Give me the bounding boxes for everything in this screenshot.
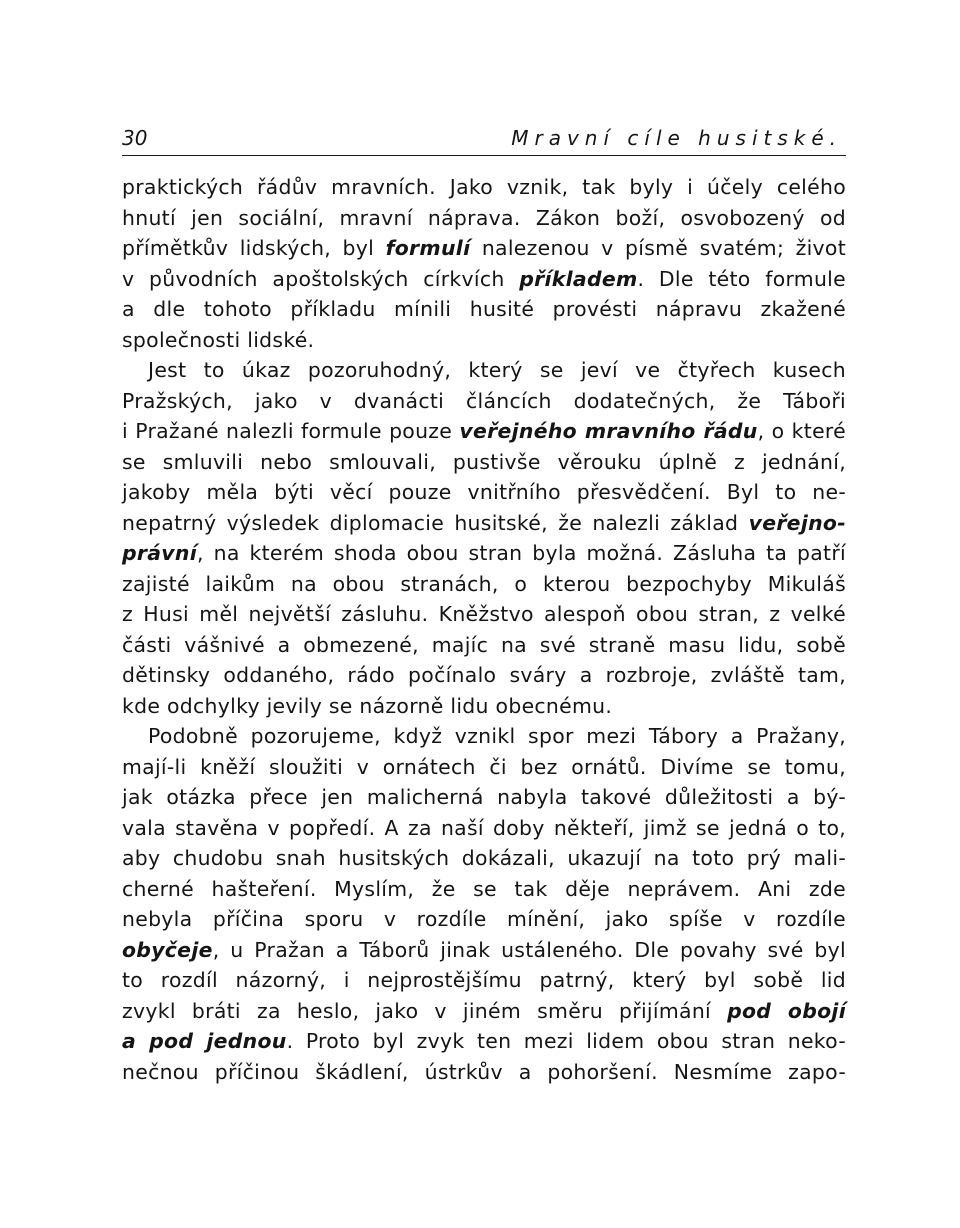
text-segment: , u Pražan a Táborů jinak ustáleného. Dle povahy své byl	[212, 937, 846, 962]
header-rule	[122, 155, 846, 156]
text-segment: přímětkův lidských, byl	[122, 236, 386, 260]
text-line	[122, 264, 846, 295]
text-segment: nalezenou v písmě svatém; život	[470, 236, 846, 260]
emphasized-text: veřejného mravního řádu	[459, 419, 758, 443]
text-line	[122, 996, 846, 1027]
text-segment: nepatrný výsledek diplomacie husitské, že nalezli základ	[122, 510, 749, 535]
text-line: cherné hašteření. Myslím, že se tak děje neprávem. Ani zde	[122, 876, 846, 901]
text-line	[122, 538, 846, 569]
text-line: vala stavěna v popředí. A za naší doby někteří, jimž se jedná o to,	[122, 815, 846, 840]
text-line: dětinsky oddaného, rádo počínalo sváry a rozbroje, zvláště tam,	[122, 663, 846, 687]
text-line: nečnou příčinou škádlení, ústrkův a pohoršení. Nesmíme zapo-	[122, 1059, 846, 1084]
text-line: kde odchylky jevily se názorně lidu obecnému.	[122, 693, 613, 718]
text-line: Pražských, jako v dvanácti článcích dodatečných, že Táboři	[122, 388, 846, 413]
text-line: jakoby měla býti věcí pouze vnitřního přesvědčení. Byl to ne-	[122, 480, 846, 504]
text-segment: . Dle této formule	[637, 266, 846, 291]
text-segment: v původních apoštolských církvích	[122, 266, 520, 291]
text-line: části vášnivé a obmezené, majíc na své straně masu lidu, sobě	[122, 632, 846, 657]
text-segment: . Proto byl zvyk ten mezi lidem obou stran neko-	[286, 1029, 846, 1053]
text-segment: i Pražané nalezli formule pouze	[122, 419, 460, 443]
text-line: jak otázka přece jen malicherná nabyla takové důležitosti a bý-	[122, 785, 846, 809]
text-line	[122, 508, 846, 539]
text-segment: zvykl bráti za heslo, jako v jiném směru přijímání	[122, 998, 728, 1023]
text-line: Jest to úkaz pozoruhodný, který se jeví ve čtyřech kusech	[148, 358, 846, 382]
text-line: praktických řádův mravních. Jako vznik, tak byly i účely celého	[122, 175, 846, 199]
text-line: společnosti lidské.	[122, 327, 315, 352]
page-number: 30	[122, 126, 148, 150]
text-line: a dle tohoto příkladu mínili husité provésti nápravu zkažené	[122, 297, 846, 321]
emphasized-text: právní	[122, 541, 198, 565]
body-text	[122, 172, 846, 1087]
text-line: se smluvili nebo smlouvali, pustivše věrouku úplně z jednání,	[122, 449, 846, 474]
text-line: Podobně pozorujeme, když vznikl spor mezi Tábory a Pražany,	[148, 724, 846, 748]
page-header	[122, 126, 846, 156]
text-line	[122, 935, 846, 966]
text-line: aby chudobu snah husitských dokázali, ukazují na toto prý mali-	[122, 846, 846, 870]
emphasized-text: příkladem	[519, 266, 638, 291]
text-line: z Husi měl největší zásluhu. Kněžstvo alespoň obou stran, z velké	[122, 602, 846, 626]
emphasized-text: veřejno-	[748, 510, 846, 535]
emphasized-text: formulí	[385, 236, 471, 260]
running-title: Mravní cíle husitské.	[511, 126, 842, 150]
emphasized-text: obyčeje	[122, 937, 213, 962]
emphasized-text: a pod jednou	[122, 1029, 287, 1053]
text-line: hnutí jen sociální, mravní náprava. Zákon boží, osvobozený od	[122, 205, 846, 230]
text-segment: , o které	[757, 419, 847, 443]
text-line: mají-li kněží sloužiti v ornátech či bez ornátů. Divíme se tomu,	[122, 754, 846, 779]
book-page	[122, 126, 846, 1087]
text-segment: , na kterém shoda obou stran byla možná. Zásluha ta patří	[197, 541, 846, 565]
text-line	[122, 233, 846, 264]
text-line: nebyla příčina sporu v rozdíle mínění, jako spíše v rozdíle	[122, 907, 846, 931]
text-line: zajisté laikům na obou stranách, o kterou bezpochyby Mikuláš	[122, 571, 846, 596]
text-line	[122, 1026, 846, 1057]
text-line: to rozdíl názorný, i nejprostějšímu patrný, který byl sobě lid	[122, 968, 846, 992]
text-line	[122, 416, 846, 447]
emphasized-text: pod obojí	[727, 998, 846, 1023]
